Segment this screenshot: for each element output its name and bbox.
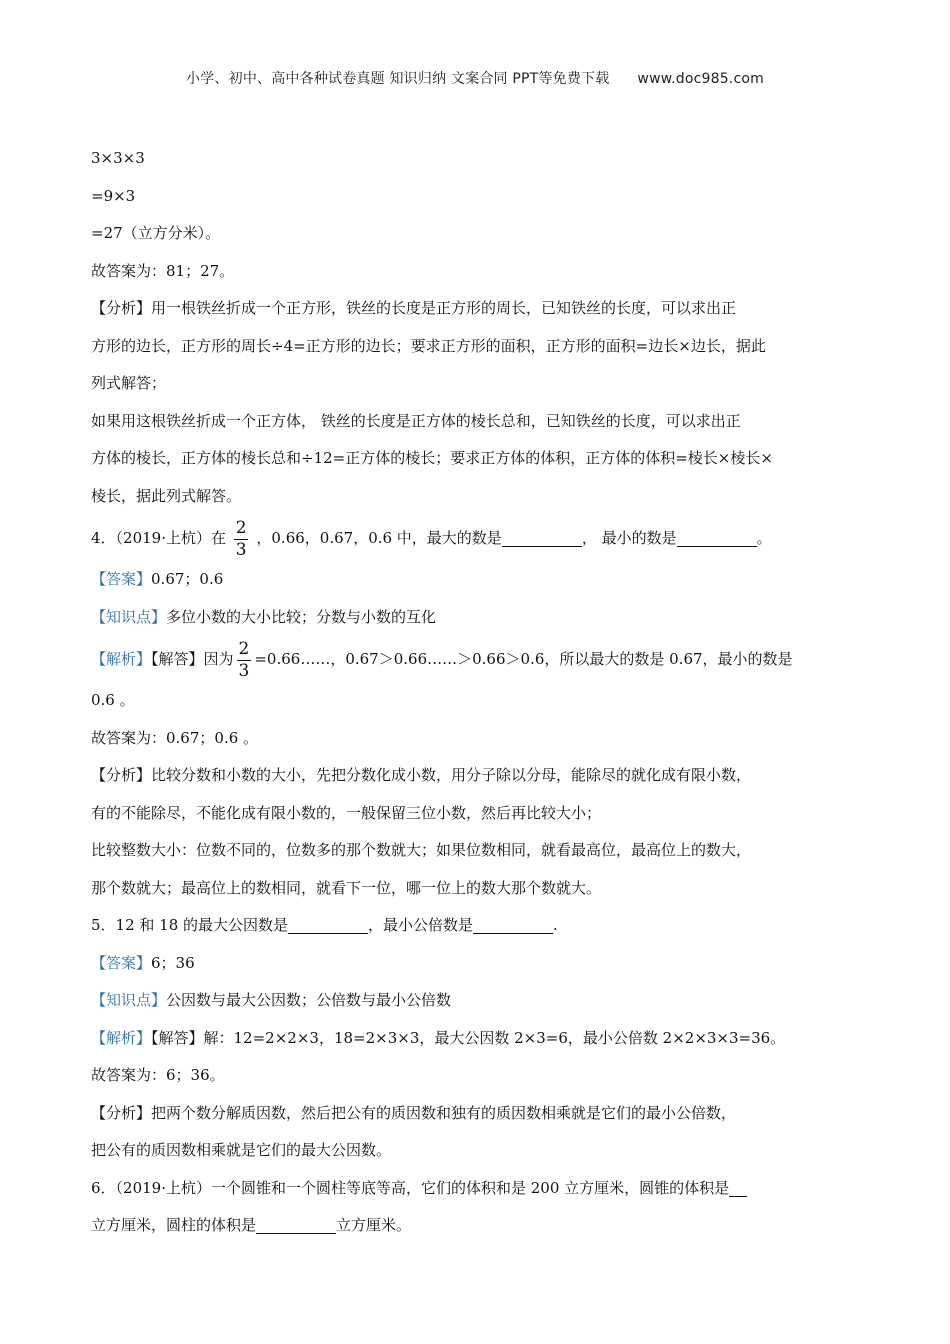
q5-solution-tag: 【解析】	[91, 1028, 152, 1047]
q5-answer-value: 6；36	[151, 953, 195, 972]
q6-stem-line-1	[91, 1170, 863, 1208]
q5-blank-lcm[interactable]	[473, 913, 553, 934]
q4-solution-text: =0.66……，0.67＞0.66……＞0.66＞0.6，所以最大的数是 0.67，最小的数是	[254, 650, 793, 668]
q4-answer	[91, 561, 863, 599]
q6-stem-end: 立方厘米。	[336, 1216, 412, 1234]
q4-analysis-line-3: 比较整数大小：位数不同的，位数多的那个数就大；如果位数相同，就看最高位，最高位上的数大，	[91, 841, 752, 859]
q5-kp-text: 公因数与最大公因数；公倍数与最小公倍数	[166, 991, 452, 1009]
q4-solution-fraction-denominator: 3	[238, 660, 250, 681]
q4-stem-min: ， 最小的数是	[581, 529, 677, 547]
document-body	[91, 140, 863, 1245]
q4-blank-max[interactable]	[502, 526, 582, 547]
q3-analysis-line-6: 棱长，据此列式解答。	[91, 486, 242, 505]
q4-analysis-line-4: 那个数就大；最高位上的数相同，就看下一位，哪一位上的数大那个数就大。	[91, 878, 602, 897]
q4-solution-tag: 【解析】	[91, 650, 152, 668]
q3-calc-line-2: =9×3	[91, 186, 136, 205]
q6-stem-middle: 立方厘米，圆柱的体积是	[91, 1216, 257, 1234]
q4-solution-continued: 0.6 。	[91, 691, 135, 709]
q4-fraction-numerator: 2	[235, 517, 247, 538]
q4-answer-value: 0.67；0.6	[151, 570, 224, 588]
q5-stem	[91, 907, 863, 945]
q5-answer-tag: 【答案】	[91, 953, 152, 972]
q4-fraction	[234, 517, 249, 560]
q3-analysis-line-1: 【分析】用一根铁丝折成一个正方形，铁丝的长度是正方形的周长，已知铁丝的长度，可以求出正	[91, 299, 737, 317]
q5-blank-gcd[interactable]	[288, 913, 368, 934]
q4-knowledge-point	[91, 599, 863, 637]
q6-stem-prefix: 6．（2019·上杭）一个圆锥和一个圆柱等底等高，它们的体积和是 200 立方厘米，圆锥的体积是	[91, 1178, 730, 1197]
q3-analysis-line-3: 列式解答；	[91, 374, 167, 392]
q4-solution	[91, 636, 863, 682]
q3-analysis-line-5: 方体的棱长，正方体的棱长总和÷12=正方体的棱长；要求正方体的体积，正方体的体积=棱长×棱长×	[91, 449, 773, 467]
q4-final-answer: 故答案为：0.67；0.6 。	[91, 728, 259, 747]
q4-kp-text: 多位小数的大小比较；分数与小数的互化	[166, 607, 437, 626]
q6-blank-cone[interactable]	[729, 1176, 747, 1197]
q5-answer	[91, 945, 863, 983]
q4-analysis-line-1: 【分析】比较分数和小数的大小，先把分数化成小数，用分子除以分母，能除尽的就化成有限小数，	[91, 766, 752, 784]
page-header	[0, 68, 950, 88]
header-site-link[interactable]: www.doc985.com	[637, 71, 764, 87]
q4-stem-prefix: 4．（2019·上杭）在	[91, 529, 226, 547]
q3-calc-line-1: 3×3×3	[91, 149, 145, 167]
q4-solution-fraction	[237, 638, 252, 681]
q4-solution-fraction-numerator: 2	[238, 638, 250, 659]
q5-stem-middle: ，最小公倍数是	[368, 916, 474, 934]
q5-solution-text: 【解答】解：12=2×2×3，18=2×3×3，最大公因数 2×3=6，最小公倍数 2×2×3×3=36。	[151, 1028, 786, 1047]
q5-analysis-line-1: 【分析】把两个数分解质因数，然后把公有的质因数和独有的质因数相乘就是它们的最小公倍数，	[91, 1103, 737, 1122]
q4-blank-min[interactable]	[677, 526, 757, 547]
q3-analysis-line-4: 如果用这根铁丝折成一个正方体， 铁丝的长度是正方体的棱长总和，已知铁丝的长度，可以求出正	[91, 411, 741, 430]
q5-stem-end: .	[553, 916, 558, 934]
q5-analysis-line-2: 把公有的质因数相乘就是它们的最大公因数。	[91, 1141, 392, 1159]
q5-kp-tag: 【知识点】	[91, 991, 167, 1009]
q5-knowledge-point	[91, 982, 863, 1020]
q4-stem-middle: ，0.66，0.67，0.6 中，最大的数是	[256, 529, 502, 547]
header-text: 小学、初中、高中各种试卷真题 知识归纳 文案合同 PPT等免费下载	[186, 71, 610, 87]
q6-stem-line-2	[91, 1207, 863, 1245]
q4-answer-tag: 【答案】	[91, 570, 152, 588]
q6-blank-cylinder[interactable]	[256, 1213, 336, 1234]
q4-fraction-denominator: 3	[235, 539, 247, 560]
q4-analysis-line-2: 有的不能除尽，不能化成有限小数的，一般保留三位小数，然后再比较大小；	[91, 803, 602, 822]
q3-final-answer: 故答案为：81；27。	[91, 261, 235, 280]
q4-kp-tag: 【知识点】	[91, 607, 167, 626]
q3-calc-line-3: =27（立方分米）。	[91, 224, 221, 242]
q5-stem-prefix: 5．12 和 18 的最大公因数是	[91, 916, 289, 934]
q5-solution	[91, 1020, 863, 1058]
q5-final-answer: 故答案为：6；36。	[91, 1066, 225, 1084]
q3-analysis-line-2: 方形的边长，正方形的周长÷4=正方形的边长；要求正方形的面积，正方形的面积=边长×边长，据此	[91, 336, 766, 355]
q4-stem	[91, 515, 863, 561]
q4-stem-end: 。	[756, 529, 772, 547]
q4-solution-prefix: 【解答】因为	[151, 650, 234, 668]
